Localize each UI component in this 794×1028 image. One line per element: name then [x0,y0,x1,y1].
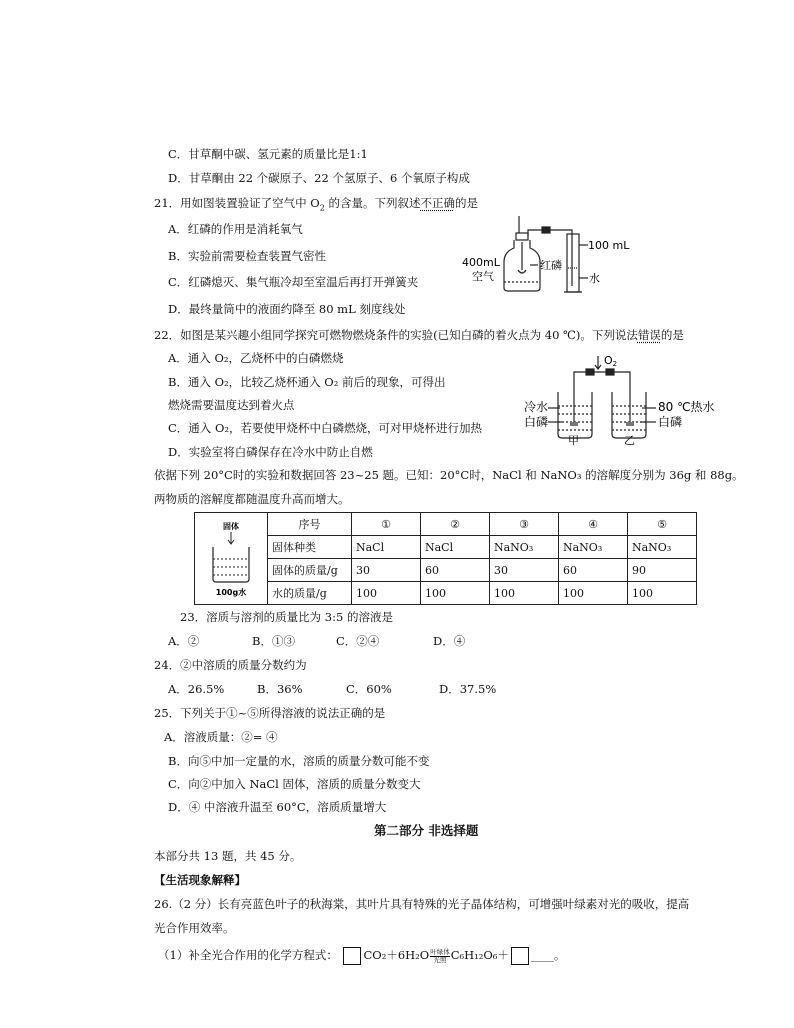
table-cell: 100 [490,582,559,605]
q22-option-b-line2: 燃烧需要温度达到着火点 [168,398,295,412]
fig-air-label: 空气 [472,270,494,283]
q25-option-a: A．溶液质量：②= ④ [164,730,278,744]
table-cell: NaCl [421,536,490,559]
beaker-icon [198,515,264,599]
q26-sub1 [158,946,565,965]
fig-hot-water-label: 80 ℃热水 [658,400,715,414]
table-cell: ② [421,513,490,536]
beaker-yi [612,392,646,438]
q22-option-d: D．实验室将白磷保存在冷水中防止自燃 [168,445,373,459]
table-cell: 固体的质量/g [268,559,352,582]
q21-option-d: D．最终量筒中的液面约降至 80 mL 刻度线处 [168,302,406,316]
q25-option-b: B．向⑤中加一定量的水，溶质的质量分数可能不变 [168,754,430,768]
stopper [516,233,528,240]
table-cell: 水的质量/g [268,582,352,605]
fig-white-phosphorus-left: 白磷 [524,415,549,429]
pic-solid-label: 固体 [223,522,239,531]
q22-combustion-figure [522,352,732,446]
q23-option-a: A．② [168,634,200,648]
part-two-note: 本部分共 13 题，共 45 分。 [154,849,302,863]
part-two-title: 第二部分 非选择题 [374,823,479,838]
q21-option-b: B．实验前需要检查装置气密性 [168,249,326,263]
table-cell: 固体种类 [268,536,352,559]
q22-stem: 22．如图是某兴趣小组同学探究可燃物燃烧条件的实验(已知白磷的着火点为 40 ℃)。下列说法错误的是 [154,328,684,342]
equation-products: C₆H₁₂O₆＋ [450,948,509,962]
intro-line-1: 依据下列 20°C时的实验和数据回答 23~25 题。已知：20°C时，NaCl 和 NaNO₃ 的溶解度分别为 36g 和 88g。 [154,468,744,482]
equation-reactants: CO₂＋6H₂O [363,948,430,962]
table-cell: 60 [421,559,490,582]
q20-option-c: C．甘草酮中碳、氢元素的质量比是1:1 [168,147,368,161]
q24-option-b: B．36% [257,682,303,696]
q20-option-d: D．甘草酮由 22 个碳原子、22 个氢原子、6 个氧原子构成 [168,171,470,185]
q26-line-1: 26.（2 分）长有亮蓝色叶子的秋海棠，其叶片具有特殊的光子晶体结构，可增强叶绿素对光的吸收，提高 [154,897,690,911]
intro-line-2: 两物质的溶解度都随温度升高而增大。 [154,492,350,506]
product-blank[interactable] [511,947,529,965]
solubility-table [194,512,697,605]
connecting-tube [528,230,572,286]
fig-cylinder-label: 100 mL [588,239,630,252]
table-cell: NaNO₃ [628,536,697,559]
q26-sub1-label: （1）补全光合作用的化学方程式： [158,948,338,962]
table-row [195,582,697,605]
equation-tail: ____。 [530,948,566,962]
q24-option-d: D．37.5% [439,682,497,696]
fig-cold-water-label: 冷水 [524,400,549,414]
q23-option-b: B．①③ [252,634,295,648]
table-cell: 30 [352,559,421,582]
pic-water-label: 100g水 [215,588,247,597]
table-cell: 60 [559,559,628,582]
q26-line-2: 光合作用效率。 [154,921,235,935]
table-cell: 90 [628,559,697,582]
reaction-condition: 叶绿体 光照 [430,947,450,964]
fig-volume-label: 400mL [462,256,500,269]
table-cell: ④ [559,513,628,536]
q22-option-a: A．通入 O₂，乙烧杯中的白磷燃烧 [168,351,344,365]
q21-apparatus-figure [458,212,658,296]
table-row [195,559,697,582]
table-cell: 100 [628,582,697,605]
measuring-cylinder [567,234,579,292]
table-cell: 100 [352,582,421,605]
emphasis-text: 不正确 [420,196,455,210]
gas-tube [574,372,630,424]
coefficient-blank[interactable] [343,947,361,965]
q23-option-c: C．②④ [336,634,380,648]
q24-option-c: C．60% [346,682,392,696]
q23-option-d: D．④ [433,634,466,648]
emphasis-text: 错误 [637,328,661,342]
table-row [195,536,697,559]
table-cell: ① [352,513,421,536]
q23-stem: 23．溶质与溶剂的质量比为 3:5 的溶液是 [180,610,393,624]
q24-stem: 24．②中溶质的质量分数约为 [154,658,307,672]
table-cell: NaNO₃ [559,536,628,559]
table-cell: 100 [421,582,490,605]
q25-option-c: C．向②中加入 NaCl 固体，溶质的质量分数变大 [168,777,421,791]
table-cell: 100 [559,582,628,605]
q21-option-a: A．红磷的作用是消耗氧气 [168,222,303,236]
table-row [195,513,697,536]
table-cell: 30 [490,559,559,582]
fig-phosphorus-label: 红磷 [540,259,562,272]
fig-o2-label: O2 [604,354,618,368]
q21-option-c: C．红磷熄灭、集气瓶冷却至室温后再打开弹簧夹 [168,275,419,289]
beaker-jia [558,392,592,438]
section-heading: 【生活现象解释】 [154,873,246,887]
table-cell: 序号 [268,513,352,536]
beaker-illustration-cell [195,513,268,605]
fig-yi-label: 乙 [624,434,635,446]
q24-option-a: A．26.5% [168,682,225,696]
fig-white-phosphorus-right: 白磷 [658,415,683,429]
q21-stem: 21．用如图装置验证了空气中 $O_2$ 的含量。下列叙述不正确的是 [154,196,478,213]
table-cell: ③ [490,513,559,536]
fig-jia-label: 甲 [568,434,579,446]
q22-option-b-line1: B．通入 O₂，比较乙烧杯通入 O₂ 前后的现象，可得出 [168,375,446,389]
q22-option-c: C．通入 O₂，若要使甲烧杯中白磷燃烧，可对甲烧杯进行加热 [168,421,482,435]
table-cell: NaCl [352,536,421,559]
table-cell: ⑤ [628,513,697,536]
table-cell: NaNO₃ [490,536,559,559]
q25-option-d: D．④ 中溶液升温至 60°C，溶质质量增大 [168,800,387,814]
fig-water-label: 水 [589,272,600,285]
q25-stem: 25．下列关于①~⑤所得溶液的说法正确的是 [154,706,386,720]
